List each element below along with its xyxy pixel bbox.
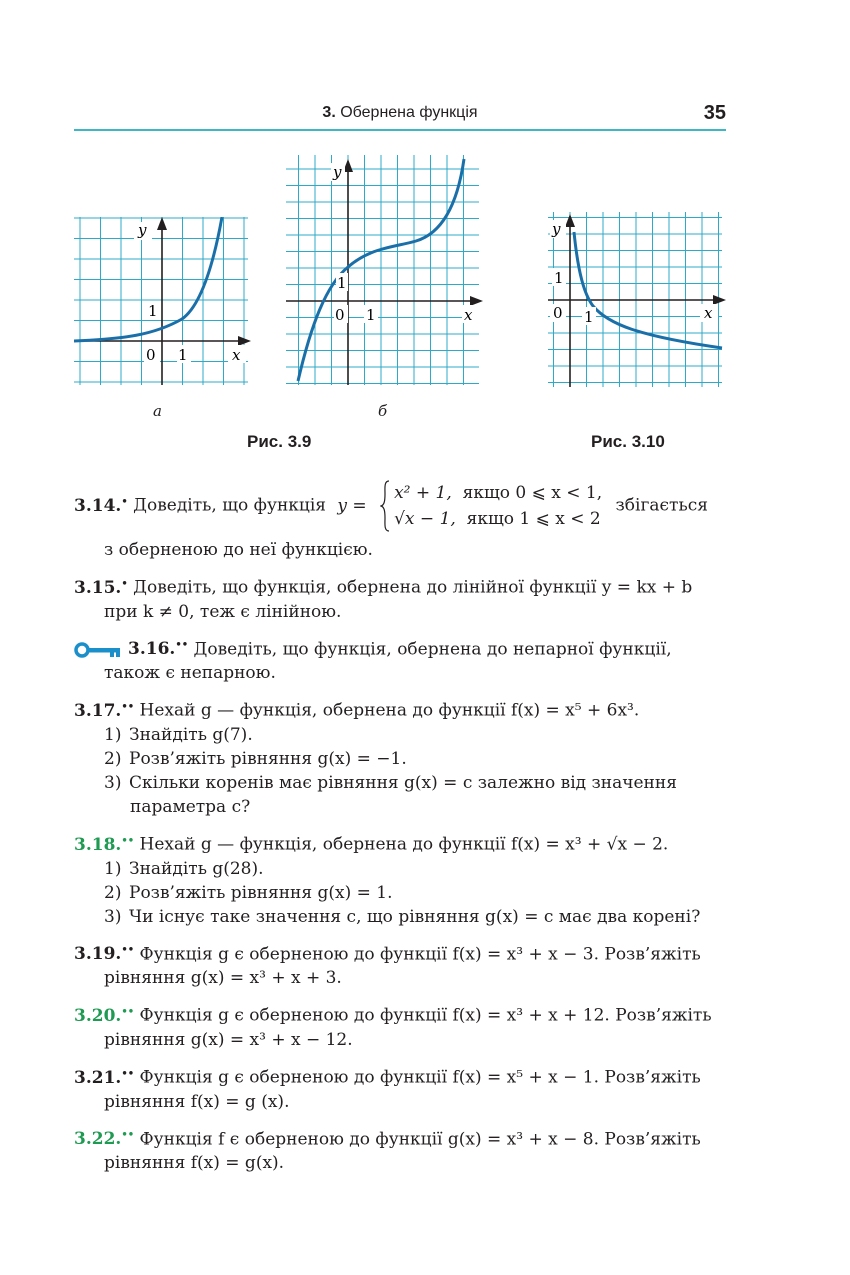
case-1-condition: якщо 0 ⩽ x < 1, [462,483,603,503]
subtask-item: 1) Знайдіть g(7). [104,724,253,745]
graph-a [74,217,252,385]
exercise-continuation: рівняння g(x) = x³ + x − 12. [104,1029,353,1050]
subtask-item: 3) Чи існує таке значення c, що рівняння g(x) = c має два корені? [104,906,701,927]
subtask-item: 1) Знайдіть g(28). [104,858,264,879]
exercise-text: Нехай g — функція, обернена до функції f(x) = x³ + √x − 2. [139,834,669,855]
exercise-text: Функція g є оберненою до функції f(x) = x⁵ + x − 1. Розв’яжіть [139,1067,701,1088]
exercise-number: 3.14.• [74,495,128,516]
exercise-continuation: з оберненою до неї функцією. [104,540,373,560]
figure-3-9-b [286,155,484,389]
exercise-number: 3.22.•• [74,1129,135,1150]
case-1-expression: x² + 1, [394,483,452,503]
y-axis-arrow [157,217,167,230]
x-axis-arrow [713,295,726,305]
exercise-3-16 [74,634,729,686]
origin-label: 0 [553,304,563,322]
exercise-continuation: при k ≠ 0, теж є лінійною. [104,601,342,622]
case-2-condition: якщо 1 ⩽ x < 2 [466,509,601,529]
exercise-3-18 [74,829,729,929]
case-2-expression: √x − 1, [394,509,456,529]
figure-3-10-caption: Рис. 3.10 [591,432,665,451]
exercise-number: 3.17.•• [74,700,135,721]
chapter-number: 3. [322,104,336,121]
exercise-text: Доведіть, що функція, обернена до лінійної функції y = kx + b [133,577,693,598]
exercise-text-after: збігається [615,495,708,516]
subtask-item: 3) Скільки коренів має рівняння g(x) = c залежно від значення [104,772,677,793]
y-label: y [138,221,147,239]
subtask-list [74,723,729,795]
exercise-text: Функція g є оберненою до функції f(x) = x³ + x + 12. Розв’яжіть [139,1005,712,1026]
figure-3-10 [548,212,728,391]
x-unit-label: 1 [178,346,188,364]
origin-label: 0 [335,306,345,324]
figure-a-label: а [153,402,162,420]
x-label: x [704,304,713,322]
header-divider [74,129,726,131]
exercise-text: Функція f є оберненою до функції g(x) = x³ + x − 8. Розв’яжіть [139,1129,701,1150]
figure-3-9-a [74,217,252,389]
exercise-text: Функція g є оберненою до функції f(x) = x³ + x − 3. Розв’яжіть [139,944,701,965]
curve [574,232,722,348]
x-label: x [464,306,473,324]
x-unit-label: 1 [366,306,376,324]
exercise-text: Нехай g — функція, обернена до функції f(x) = x⁵ + 6x³. [139,700,640,721]
grid [286,155,479,385]
exercise-text: Доведіть, що функція, обернена до непарної функції, [193,639,672,660]
chapter-name: Обернена функція [340,104,478,121]
equation-lhs: y = [337,495,367,516]
x-label: x [232,346,241,364]
exercise-3-22 [74,1124,729,1176]
piecewise-system [380,480,602,532]
exercise-number: 3.16.•• [128,639,189,660]
subtask-item: 2) Розв’яжіть рівняння g(x) = −1. [104,748,407,769]
origin-label: 0 [146,346,156,364]
exercise-3-15 [74,572,729,624]
x-unit-label: 1 [584,308,594,326]
graph-b [286,155,484,385]
exercise-3-14 [74,480,729,562]
exercise-number: 3.18.•• [74,834,135,855]
y-unit-label: 1 [337,274,347,292]
exercise-continuation: рівняння g(x) = x³ + x + 3. [104,968,342,989]
subtask-list [74,857,729,929]
exercise-number: 3.15.• [74,577,128,598]
x-axis-arrow [470,296,483,306]
y-label: y [552,220,561,238]
y-unit-label: 1 [554,269,564,287]
page-number: 35 [703,102,726,124]
y-unit-label: 1 [148,302,158,320]
left-brace-icon [380,480,390,532]
page-header [74,100,726,130]
exercise-continuation: також є непарною. [104,663,276,684]
y-label: y [333,163,342,181]
graph-c [548,212,728,387]
exercise-number: 3.19.•• [74,944,135,965]
exercise-continuation: рівняння f(x) = g(x). [104,1153,285,1174]
exercise-continuation: рівняння f(x) = g (x). [104,1091,290,1112]
exercise-3-20 [74,1000,729,1052]
exercise-list [74,480,729,1185]
figure-3-9-caption: Рис. 3.9 [247,432,312,451]
subtask-continuation: параметра c? [130,796,251,817]
exercise-number: 3.21.•• [74,1067,135,1088]
exercise-3-17 [74,695,729,819]
exercise-3-19 [74,939,729,991]
grid [74,217,248,385]
key-icon [74,642,122,658]
subtask-item: 2) Розв’яжіть рівняння g(x) = 1. [104,882,393,903]
y-axis-arrow [565,214,575,227]
exercise-3-21 [74,1062,729,1114]
figure-b-label: б [378,402,388,420]
exercise-text: Доведіть, що функція [133,495,327,516]
exercise-number: 3.20.•• [74,1005,135,1026]
chapter-title [74,104,726,122]
